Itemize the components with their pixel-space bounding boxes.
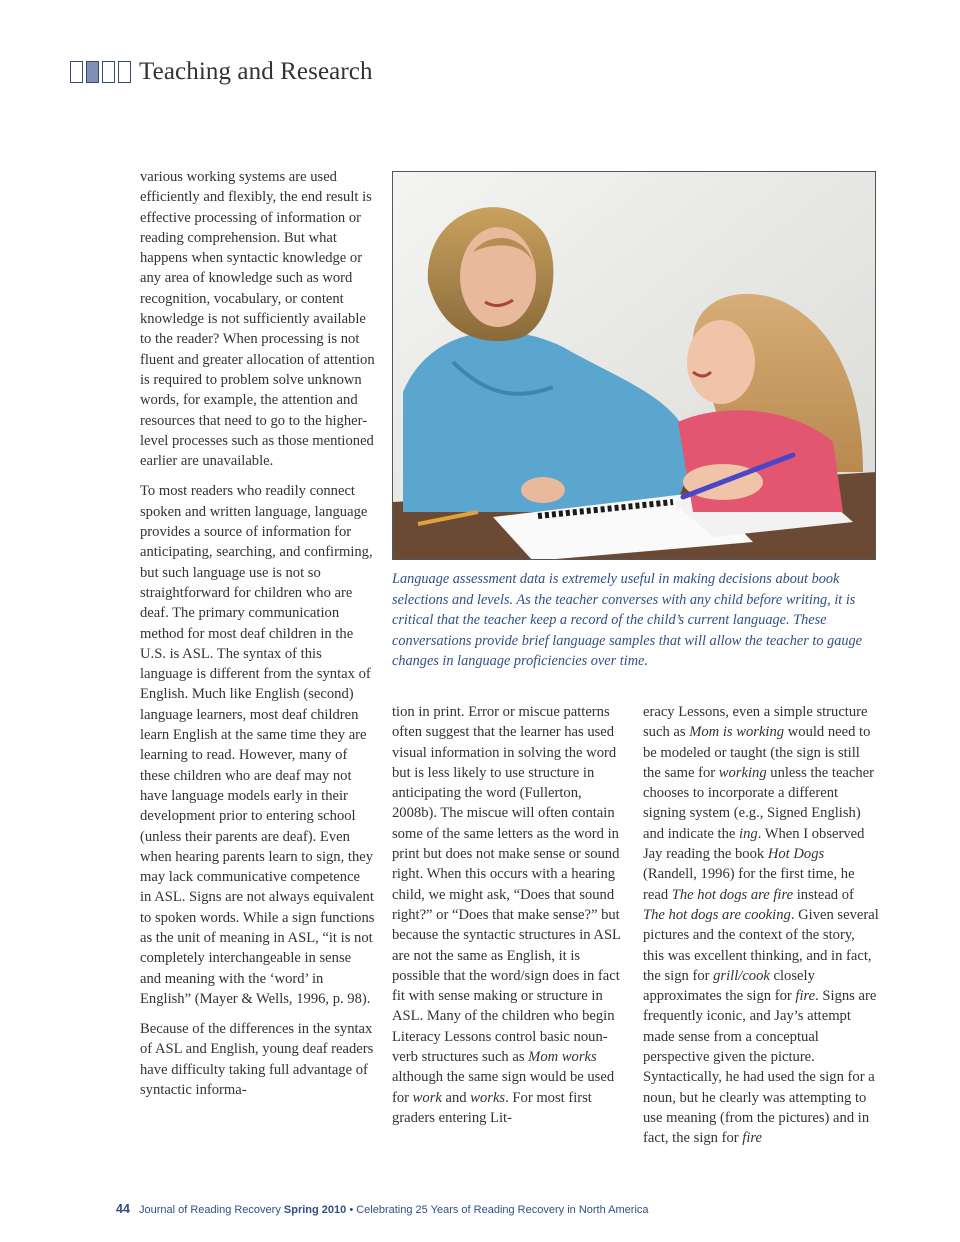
emphasis: ing <box>739 825 758 842</box>
column-middle <box>392 702 624 1138</box>
photo-illustration <box>393 172 876 560</box>
text-run: and <box>441 1089 471 1106</box>
paragraph <box>643 702 879 1149</box>
section-marker-icon <box>70 61 131 83</box>
emphasis: Mom works <box>528 1049 597 1066</box>
emphasis: grill/cook <box>713 967 770 984</box>
issue-label: Spring 2010 <box>283 1204 347 1216</box>
emphasis: works <box>470 1089 506 1106</box>
emphasis: The hot dogs are fire <box>671 886 794 903</box>
emphasis: working <box>718 764 767 781</box>
text-run: eracy Lessons, even a simple structure such as <box>643 704 868 741</box>
paragraph: To most readers who readily connect spoken and written language, language provides a source of information for anticipating, searching, and confirming, but such language use is not so straightforward for children who are deaf. The primary communication method for most deaf children in the U.S. is ASL. The syntax of this language is different from the syntax of English. Much like English (second) language learners, most deaf children learn English at the same time they are learning to read. However, many of these children who are deaf may not have language models early in their development prior to entering school (unless their parents are deaf). Even when hearing parents learn to sign, they may lack communicative competence in ASL. Signs are not always equivalent to spoken words. While a sign functions as the unit of meaning in ASL, “it is not completely interchangeable in sense and meaning with the ‘word’ in English” (Mayer & Wells, 1996, p. 98). <box>140 483 375 1007</box>
text-run: tion in print. Error or miscue patterns often suggest that the learner has used visual information in solving the word but is less likely to use structure in anticipating the word (Fullerton, 2008b). The miscue will often contain some of the same letters as the word in print but does not make sense or sound right. When this occurs with a hearing child, we might ask, “Does that sound right?” or “Does that make sense?” but because the syntactic structures in ASL are not the same as English, it is possible that the word/sign does in fact fit with sense making or structure in ASL. Many of the children who begin Literacy Lessons control basic noun-verb structures such as <box>392 704 621 1066</box>
page-number: 44 <box>116 1202 130 1216</box>
paragraph <box>392 702 624 1128</box>
text-run: instead of <box>793 886 854 903</box>
emphasis: The hot dogs are cooking <box>643 906 791 923</box>
paragraph: Because of the differences in the syntax of ASL and English, young deaf readers have difficulty taking full advantage of syntactic informa- <box>140 1021 374 1099</box>
column-left <box>140 167 375 1110</box>
text-run: . When I observed Jay reading the book <box>643 825 865 863</box>
emphasis: work <box>412 1089 442 1106</box>
paragraph: various working systems are used efficiently and flexibly, the end result is effective processing of information or reading comprehension. But what happens when syntactic knowledge or any area of knowledge such as word recognition, vocabulary, or content knowledge is not sufficiently available to the reader? When processing is not fluent and greater allocation of attention is required to problem solve unknown words, for example, the attention and resources that need to go to the higher-level processes such as those mentioned earlier are unavailable. <box>140 169 375 470</box>
bullet-separator: • <box>349 1204 354 1216</box>
text-run: closely approximates the sign for <box>643 967 815 1005</box>
photo-caption: Language assessment data is extremely useful in making decisions about book selections and levels. As the teacher converses with any child before writing, it is critical that the teacher keep a record of the child’s current language. These conversations provide brief language samples that will allow the teacher to gauge changes in language proficiencies over time. <box>392 571 863 670</box>
section-header <box>70 56 373 88</box>
text-run: . For most first graders entering Lit- <box>392 1089 592 1126</box>
page-footer <box>116 1202 649 1216</box>
text-run: unless the teacher chooses to incorporate a different signing system (e.g., Signed English) and indicate the <box>643 764 875 842</box>
journal-name: Journal of Reading Recovery <box>138 1204 281 1216</box>
text-run: . Signs are frequently iconic, and Jay’s attempt made sense from a conceptual perspective given the picture. Syntactically, he had used the sign for a noun, but he clearly was attempting to use meaning (from the pictures) and in fact, the sign for <box>643 988 877 1147</box>
teacher-child-photo <box>392 171 876 560</box>
text-run: would need to be modeled or taught (the sign is still the same for <box>643 724 871 781</box>
text-run: . Given several pictures and the context of the story, this was excellent thinking, and in fact, the sign for <box>643 906 879 984</box>
column-right <box>643 702 879 1159</box>
emphasis: fire <box>742 1130 763 1147</box>
emphasis: Mom is working <box>689 724 785 741</box>
section-title: Teaching and Research <box>139 58 373 85</box>
emphasis: Hot Dogs <box>767 846 825 863</box>
emphasis: fire <box>795 988 816 1005</box>
text-run: (Randell, 1996) for the first time, he read <box>643 866 855 903</box>
text-run: although the same sign would be used for <box>392 1069 615 1106</box>
footer-tagline: Celebrating 25 Years of Reading Recovery in North America <box>356 1204 649 1216</box>
